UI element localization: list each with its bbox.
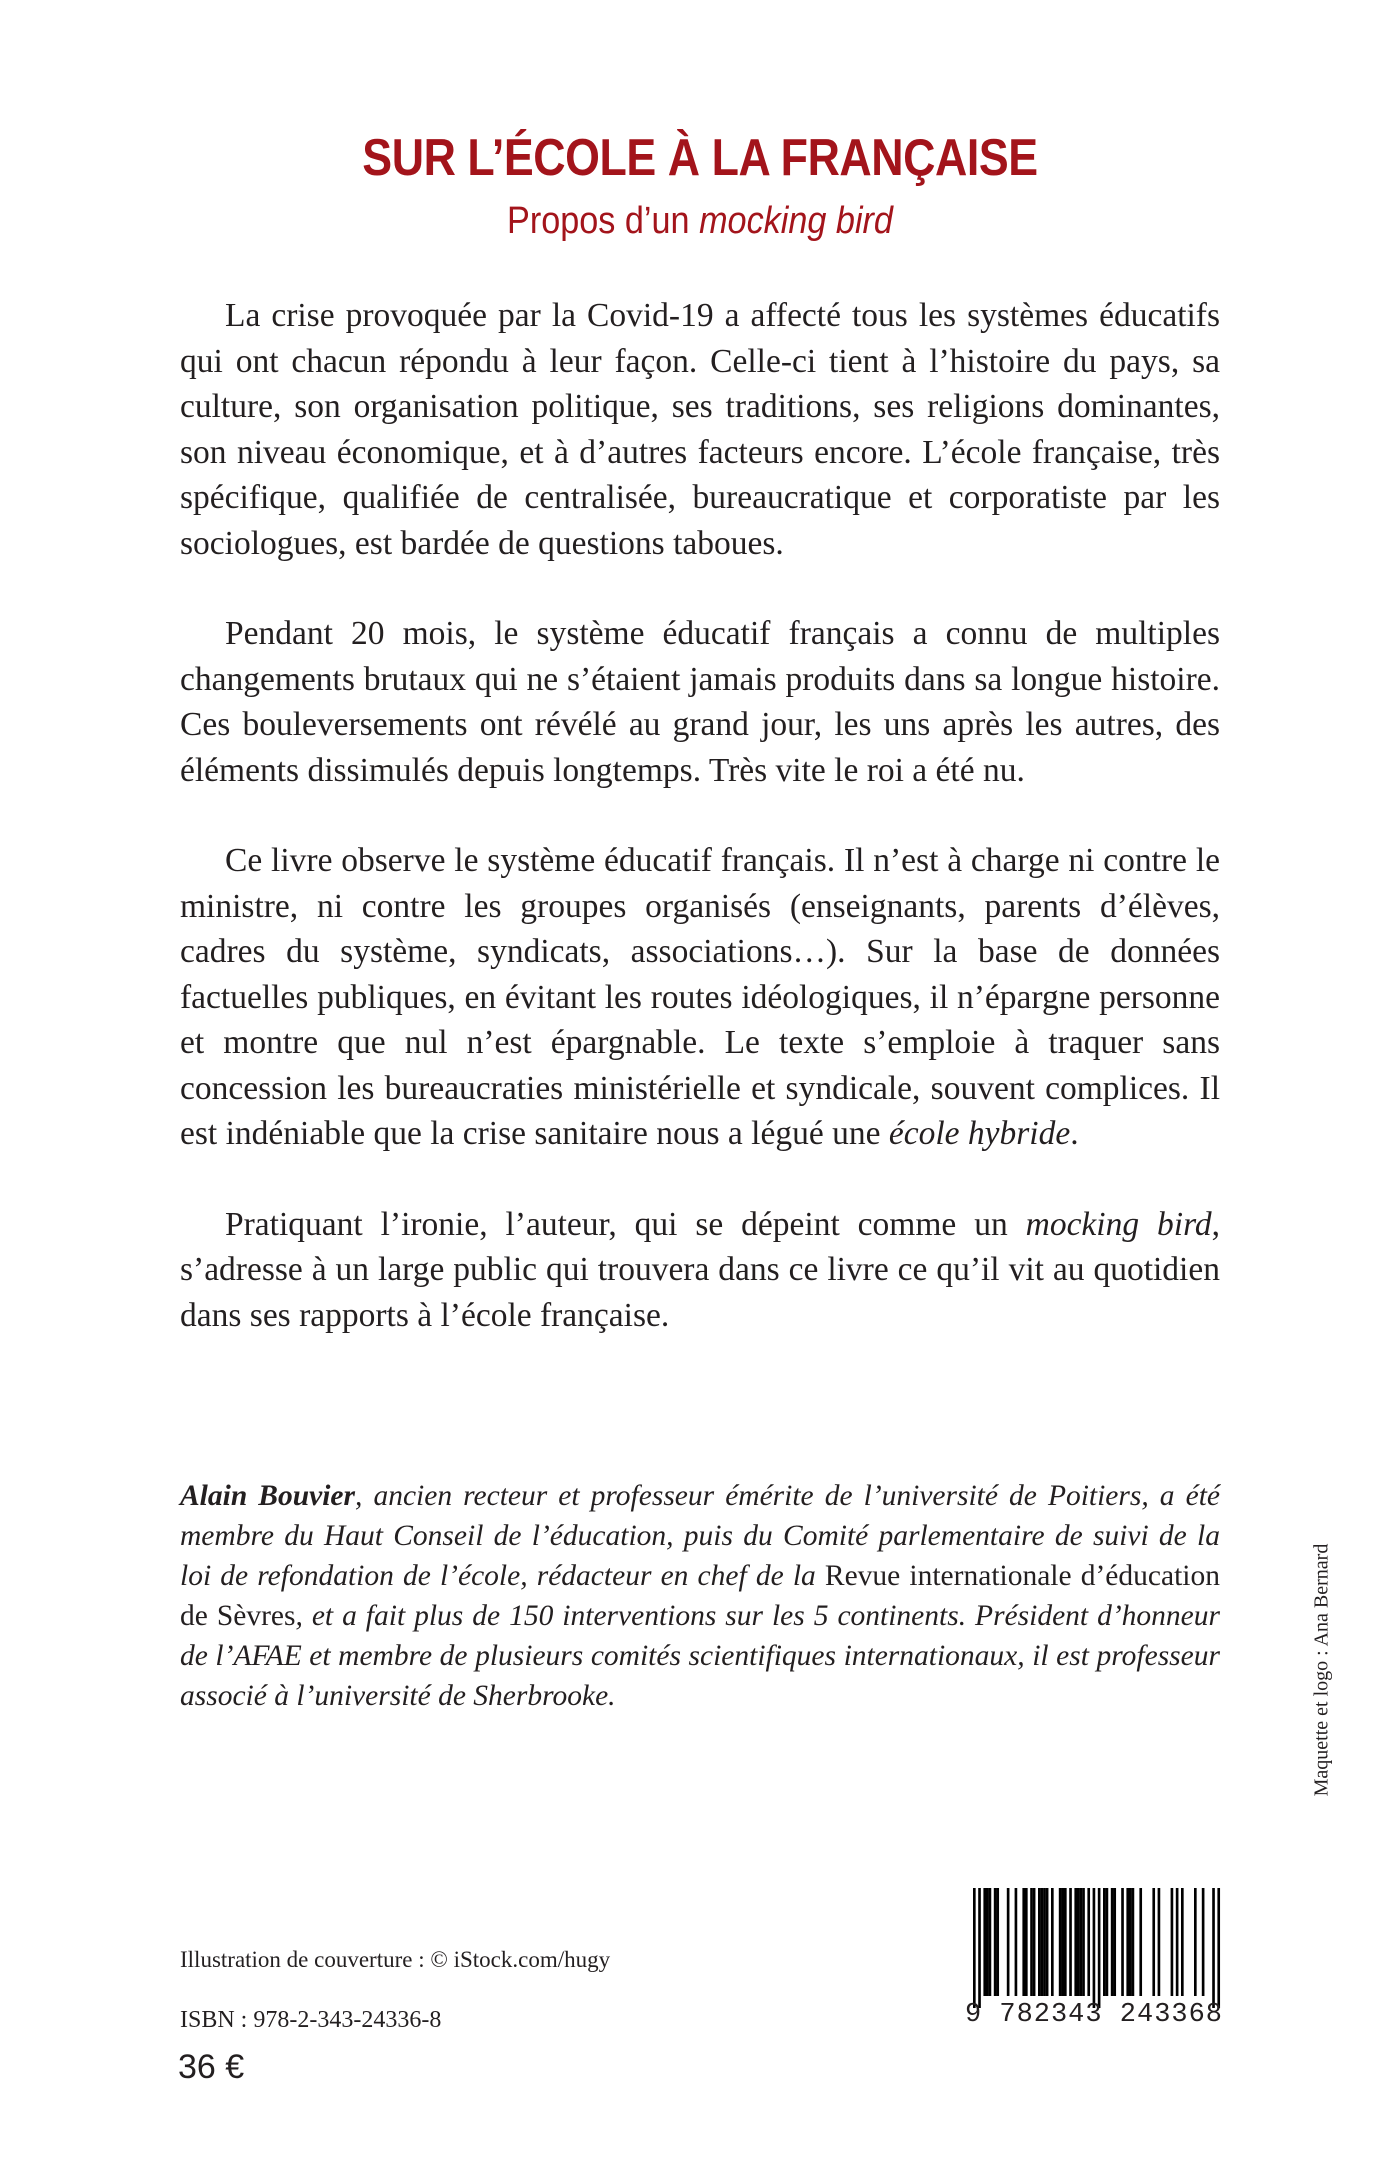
barcode-bar bbox=[1098, 1888, 1101, 2008]
barcode-bar bbox=[1022, 1888, 1025, 1996]
barcode bbox=[963, 1888, 1225, 2032]
paragraph-3-emphasis: école hybride bbox=[888, 1115, 1071, 1152]
barcode-bar bbox=[1059, 1888, 1062, 1996]
barcode-bar bbox=[1126, 1888, 1129, 1996]
barcode-bar bbox=[1074, 1888, 1077, 1996]
subtitle-prefix: Propos d’un bbox=[507, 200, 700, 242]
barcode-bar bbox=[1064, 1888, 1067, 1996]
barcode-bar bbox=[1041, 1888, 1044, 1996]
barcode-bar bbox=[1043, 1888, 1046, 1996]
isbn: ISBN : 978-2-343-24336-8 bbox=[180, 2007, 442, 2033]
barcode-bar bbox=[1139, 1888, 1142, 1996]
barcode-bar bbox=[1194, 1888, 1197, 1996]
barcode-bar bbox=[1106, 1888, 1109, 1996]
barcode-bars bbox=[963, 1888, 1225, 2008]
paragraph-3-end: . bbox=[1070, 1115, 1079, 1152]
author-name: Alain Bouvier bbox=[180, 1480, 355, 1512]
barcode-bar bbox=[1033, 1888, 1036, 1996]
blurb-body bbox=[180, 293, 1220, 1383]
barcode-bar bbox=[983, 1888, 986, 1996]
design-credit: Maquette et logo : Ana Bernard bbox=[1310, 1543, 1333, 1797]
barcode-bar bbox=[1082, 1888, 1085, 1996]
barcode-bar bbox=[1077, 1888, 1080, 1996]
barcode-bar bbox=[973, 1888, 976, 2008]
barcode-bar bbox=[1030, 1888, 1033, 1996]
bio-journal-name: Revue internationale d’éducation de Sèvres bbox=[180, 1560, 1220, 1632]
barcode-bar bbox=[994, 1888, 997, 1996]
barcode-bar bbox=[1212, 1888, 1215, 2008]
barcode-bar bbox=[1080, 1888, 1083, 1996]
barcode-bar bbox=[1181, 1888, 1184, 1996]
paragraph-4-end: , s’adresse à un large public qui trouvera dans ce livre ce qu’il vit au quotidien dans ses rapports à l’école française. bbox=[180, 1205, 1221, 1334]
barcode-bar bbox=[1025, 1888, 1028, 1996]
barcode-bar bbox=[1158, 1888, 1161, 1996]
barcode-bar bbox=[1069, 1888, 1072, 1996]
blurb-paragraph-1: La crise provoquée par la Covid-19 a affecté tous les systèmes éducatifs qui ont chacun répondu à leur façon. Celle-ci tient à l’histoire du pays, sa culture, son organisation politique, ses traditions, ses religions dominantes, son niveau économique, et à d’autres facteurs encore. L’école française, très spécifique, qualifiée de centralisée, bureaucratique et corporatiste par les sociologues, est bardée de questions taboues. bbox=[180, 297, 1220, 562]
barcode-bar bbox=[1061, 1888, 1064, 1996]
barcode-bar bbox=[989, 1888, 992, 1996]
book-title: SUR L’ÉCOLE À LA FRANÇAISE bbox=[362, 129, 1038, 187]
barcode-bar bbox=[1121, 1888, 1124, 1996]
blurb-paragraph-2: Pendant 20 mois, le système éducatif français a connu de multiples changements brutaux qui ne s’étaient jamais produits dans sa longue histoire. Ces bouleversements ont révélé au grand jour, les uns après les autres, des éléments dissimulés depuis longtemps. Très vite le roi a été nu. bbox=[180, 615, 1220, 789]
book-subtitle bbox=[70, 200, 1330, 243]
barcode-bar bbox=[1152, 1888, 1155, 1996]
barcode-bar bbox=[1113, 1888, 1116, 1996]
barcode-bar bbox=[1046, 1888, 1049, 1996]
barcode-bar bbox=[1007, 1888, 1010, 1996]
barcode-bar bbox=[1132, 1888, 1135, 1996]
bio-text-1: , ancien recteur et professeur émérite de l’université de Poitiers, a été membre du Haut Conseil de l’éducation, puis du Comité parlementaire de suivi de la loi de refondation de l’école, rédacteur en chef de la bbox=[180, 1480, 1221, 1592]
barcode-bar bbox=[978, 1888, 981, 2008]
illustration-credit: Illustration de couverture : © iStock.com/hugy bbox=[180, 1947, 611, 1972]
barcode-bar bbox=[1217, 1888, 1220, 2008]
barcode-bar bbox=[1129, 1888, 1132, 1996]
author-bio bbox=[180, 1476, 1220, 1716]
paragraph-4-start: Pratiquant l’ironie, l’auteur, qui se dépeint comme un bbox=[225, 1205, 1026, 1243]
barcode-bar bbox=[1171, 1888, 1174, 1996]
barcode-bar bbox=[1202, 1888, 1205, 1996]
barcode-bar bbox=[996, 1888, 999, 1996]
price: 36 € bbox=[178, 2048, 245, 2086]
subtitle-italic: mocking bird bbox=[699, 200, 893, 242]
barcode-bar bbox=[1103, 1888, 1106, 1996]
paragraph-4-emphasis: mocking bird bbox=[1025, 1205, 1212, 1243]
barcode-bar bbox=[986, 1888, 989, 1996]
blurb-paragraph-4 bbox=[180, 1202, 1220, 1339]
barcode-bar bbox=[1093, 1888, 1096, 2008]
barcode-bar bbox=[1087, 1888, 1090, 1996]
blurb-paragraph-3 bbox=[180, 838, 1220, 1157]
barcode-bar bbox=[1015, 1888, 1018, 1996]
barcode-bar bbox=[1051, 1888, 1054, 1996]
barcode-bar bbox=[1038, 1888, 1041, 1996]
barcode-bar bbox=[1111, 1888, 1114, 1996]
paragraph-3-text: Ce livre observe le système éducatif français. Il n’est à charge ni contre le ministre, ni contre les groupes organisés (enseignants, parents d’élèves, cadres du système, syndicats, associations…). Sur la base de données factuelles publiques, en évitant les routes idéologiques, il n’épargne personne et montre que nul n’est épargnable. Le texte s’emploie à traquer sans concession les bureaucraties ministérielle et syndicale, souvent complices. Il est indéniable que la crise sanitaire nous a légué une bbox=[180, 842, 1220, 1152]
barcode-digits: 9 782343 243368 bbox=[964, 2000, 1224, 2030]
barcode-bar bbox=[1176, 1888, 1179, 1996]
bio-text-2: , et a fait plus de 150 interventions sur les 5 continents. Président d’honneur de l’AFAE et membre de plusieurs comités scientifiques internationaux, il est professeur associé à l’université de Sherbrooke. bbox=[180, 1600, 1220, 1712]
